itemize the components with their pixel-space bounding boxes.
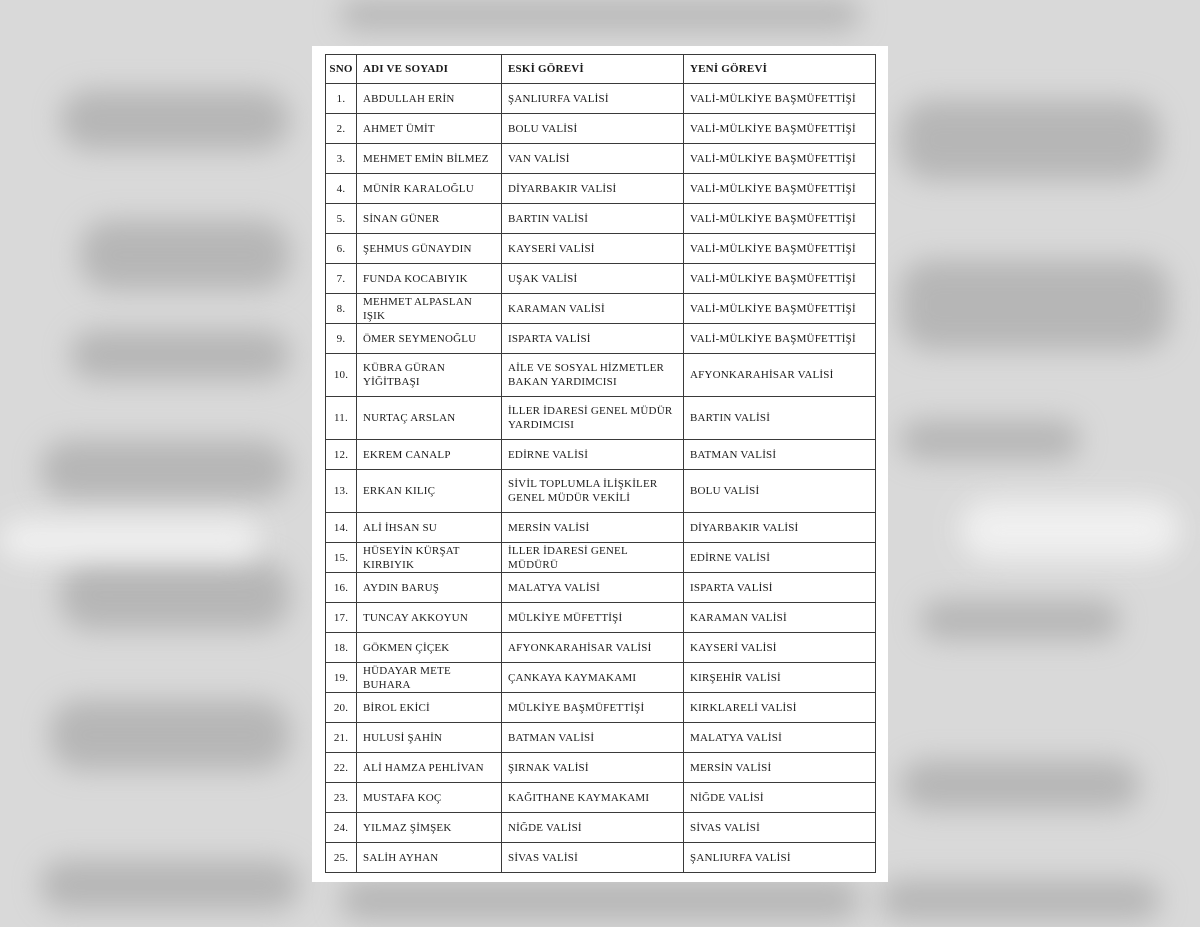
table-row <box>326 234 876 264</box>
table-row <box>326 573 876 603</box>
cell-name: ERKAN KILIÇ <box>357 470 502 513</box>
cell-sno: 14. <box>326 513 357 543</box>
table-row <box>326 813 876 843</box>
cell-old-position: KARAMAN VALİSİ <box>502 294 684 324</box>
table-header-row <box>326 55 876 84</box>
cell-old-position: KAYSERİ VALİSİ <box>502 234 684 264</box>
cell-name: ALİ İHSAN SU <box>357 513 502 543</box>
cell-new-position: VALİ-MÜLKİYE BAŞMÜFETTİŞİ <box>684 294 876 324</box>
cell-sno: 2. <box>326 114 357 144</box>
cell-name: TUNCAY AKKOYUN <box>357 603 502 633</box>
cell-name: ÖMER SEYMENOĞLU <box>357 324 502 354</box>
cell-name: KÜBRA GÜRAN YİĞİTBAŞI <box>357 354 502 397</box>
table-body <box>326 84 876 873</box>
cell-new-position: MALATYA VALİSİ <box>684 723 876 753</box>
header-old-position: ESKİ GÖREVİ <box>502 55 684 84</box>
cell-new-position: VALİ-MÜLKİYE BAŞMÜFETTİŞİ <box>684 114 876 144</box>
header-new-position: YENİ GÖREVİ <box>684 55 876 84</box>
cell-name: ABDULLAH ERİN <box>357 84 502 114</box>
cell-new-position: VALİ-MÜLKİYE BAŞMÜFETTİŞİ <box>684 234 876 264</box>
cell-old-position: NİĞDE VALİSİ <box>502 813 684 843</box>
cell-sno: 5. <box>326 204 357 234</box>
table-row <box>326 294 876 324</box>
cell-old-position: EDİRNE VALİSİ <box>502 440 684 470</box>
table-row <box>326 603 876 633</box>
cell-sno: 18. <box>326 633 357 663</box>
cell-old-position: AİLE VE SOSYAL HİZMETLER BAKAN YARDIMCISI <box>502 354 684 397</box>
cell-new-position: VALİ-MÜLKİYE BAŞMÜFETTİŞİ <box>684 84 876 114</box>
cell-new-position: BARTIN VALİSİ <box>684 397 876 440</box>
table-row <box>326 663 876 693</box>
cell-name: AYDIN BARUŞ <box>357 573 502 603</box>
cell-old-position: SİVİL TOPLUMLA İLİŞKİLER GENEL MÜDÜR VEKİLİ <box>502 470 684 513</box>
cell-new-position: KIRŞEHİR VALİSİ <box>684 663 876 693</box>
table-row <box>326 114 876 144</box>
cell-name: HÜDAYAR METE BUHARA <box>357 663 502 693</box>
cell-name: BİROL EKİCİ <box>357 693 502 723</box>
cell-new-position: BOLU VALİSİ <box>684 470 876 513</box>
table-row <box>326 440 876 470</box>
table-row <box>326 693 876 723</box>
cell-new-position: VALİ-MÜLKİYE BAŞMÜFETTİŞİ <box>684 174 876 204</box>
cell-name: HULUSİ ŞAHİN <box>357 723 502 753</box>
cell-old-position: BOLU VALİSİ <box>502 114 684 144</box>
table-row <box>326 144 876 174</box>
cell-sno: 22. <box>326 753 357 783</box>
cell-sno: 15. <box>326 543 357 573</box>
table-row <box>326 783 876 813</box>
document-page <box>312 46 888 882</box>
table-row <box>326 264 876 294</box>
table-row <box>326 84 876 114</box>
cell-name: NURTAÇ ARSLAN <box>357 397 502 440</box>
table-row <box>326 543 876 573</box>
cell-sno: 4. <box>326 174 357 204</box>
cell-new-position: NİĞDE VALİSİ <box>684 783 876 813</box>
table-row <box>326 723 876 753</box>
cell-name: GÖKMEN ÇİÇEK <box>357 633 502 663</box>
cell-old-position: UŞAK VALİSİ <box>502 264 684 294</box>
cell-sno: 13. <box>326 470 357 513</box>
header-sno: SNO <box>326 55 357 84</box>
cell-old-position: DİYARBAKIR VALİSİ <box>502 174 684 204</box>
cell-old-position: ŞANLIURFA VALİSİ <box>502 84 684 114</box>
table-row <box>326 470 876 513</box>
cell-new-position: SİVAS VALİSİ <box>684 813 876 843</box>
cell-old-position: AFYONKARAHİSAR VALİSİ <box>502 633 684 663</box>
table-row <box>326 354 876 397</box>
cell-new-position: VALİ-MÜLKİYE BAŞMÜFETTİŞİ <box>684 264 876 294</box>
cell-name: MUSTAFA KOÇ <box>357 783 502 813</box>
cell-new-position: MERSİN VALİSİ <box>684 753 876 783</box>
cell-old-position: KAĞITHANE KAYMAKAMI <box>502 783 684 813</box>
cell-name: SALİH AYHAN <box>357 843 502 873</box>
cell-new-position: DİYARBAKIR VALİSİ <box>684 513 876 543</box>
table-row <box>326 397 876 440</box>
cell-name: EKREM CANALP <box>357 440 502 470</box>
table-row <box>326 753 876 783</box>
cell-name: YILMAZ ŞİMŞEK <box>357 813 502 843</box>
cell-sno: 7. <box>326 264 357 294</box>
cell-old-position: BARTIN VALİSİ <box>502 204 684 234</box>
cell-old-position: VAN VALİSİ <box>502 144 684 174</box>
cell-old-position: MÜLKİYE BAŞMÜFETTİŞİ <box>502 693 684 723</box>
cell-old-position: ŞIRNAK VALİSİ <box>502 753 684 783</box>
cell-old-position: SİVAS VALİSİ <box>502 843 684 873</box>
cell-name: MEHMET EMİN BİLMEZ <box>357 144 502 174</box>
cell-new-position: AFYONKARAHİSAR VALİSİ <box>684 354 876 397</box>
cell-name: ŞEHMUS GÜNAYDIN <box>357 234 502 264</box>
cell-sno: 8. <box>326 294 357 324</box>
cell-new-position: VALİ-MÜLKİYE BAŞMÜFETTİŞİ <box>684 144 876 174</box>
table-row <box>326 633 876 663</box>
cell-sno: 11. <box>326 397 357 440</box>
cell-new-position: ISPARTA VALİSİ <box>684 573 876 603</box>
cell-sno: 25. <box>326 843 357 873</box>
cell-old-position: MALATYA VALİSİ <box>502 573 684 603</box>
cell-sno: 17. <box>326 603 357 633</box>
table-row <box>326 174 876 204</box>
cell-sno: 19. <box>326 663 357 693</box>
cell-name: SİNAN GÜNER <box>357 204 502 234</box>
cell-name: FUNDA KOCABIYIK <box>357 264 502 294</box>
cell-sno: 12. <box>326 440 357 470</box>
cell-sno: 20. <box>326 693 357 723</box>
cell-old-position: BATMAN VALİSİ <box>502 723 684 753</box>
header-name: ADI VE SOYADI <box>357 55 502 84</box>
cell-sno: 23. <box>326 783 357 813</box>
table-row <box>326 324 876 354</box>
cell-new-position: ŞANLIURFA VALİSİ <box>684 843 876 873</box>
cell-old-position: ÇANKAYA KAYMAKAMI <box>502 663 684 693</box>
cell-old-position: İLLER İDARESİ GENEL MÜDÜRÜ <box>502 543 684 573</box>
cell-new-position: VALİ-MÜLKİYE BAŞMÜFETTİŞİ <box>684 204 876 234</box>
table-row <box>326 843 876 873</box>
cell-sno: 10. <box>326 354 357 397</box>
cell-name: MEHMET ALPASLAN IŞIK <box>357 294 502 324</box>
cell-new-position: KAYSERİ VALİSİ <box>684 633 876 663</box>
cell-new-position: BATMAN VALİSİ <box>684 440 876 470</box>
cell-old-position: MÜLKİYE MÜFETTİŞİ <box>502 603 684 633</box>
cell-old-position: İLLER İDARESİ GENEL MÜDÜR YARDIMCISI <box>502 397 684 440</box>
cell-sno: 3. <box>326 144 357 174</box>
cell-new-position: KIRKLARELİ VALİSİ <box>684 693 876 723</box>
table-row <box>326 204 876 234</box>
table-row <box>326 513 876 543</box>
cell-old-position: ISPARTA VALİSİ <box>502 324 684 354</box>
cell-name: AHMET ÜMİT <box>357 114 502 144</box>
cell-sno: 9. <box>326 324 357 354</box>
cell-old-position: MERSİN VALİSİ <box>502 513 684 543</box>
cell-name: MÜNİR KARALOĞLU <box>357 174 502 204</box>
cell-new-position: EDİRNE VALİSİ <box>684 543 876 573</box>
cell-name: ALİ HAMZA PEHLİVAN <box>357 753 502 783</box>
cell-sno: 16. <box>326 573 357 603</box>
cell-new-position: VALİ-MÜLKİYE BAŞMÜFETTİŞİ <box>684 324 876 354</box>
cell-new-position: KARAMAN VALİSİ <box>684 603 876 633</box>
cell-sno: 21. <box>326 723 357 753</box>
cell-name: HÜSEYİN KÜRŞAT KIRBIYIK <box>357 543 502 573</box>
cell-sno: 6. <box>326 234 357 264</box>
cell-sno: 24. <box>326 813 357 843</box>
cell-sno: 1. <box>326 84 357 114</box>
appointments-table <box>325 54 876 873</box>
